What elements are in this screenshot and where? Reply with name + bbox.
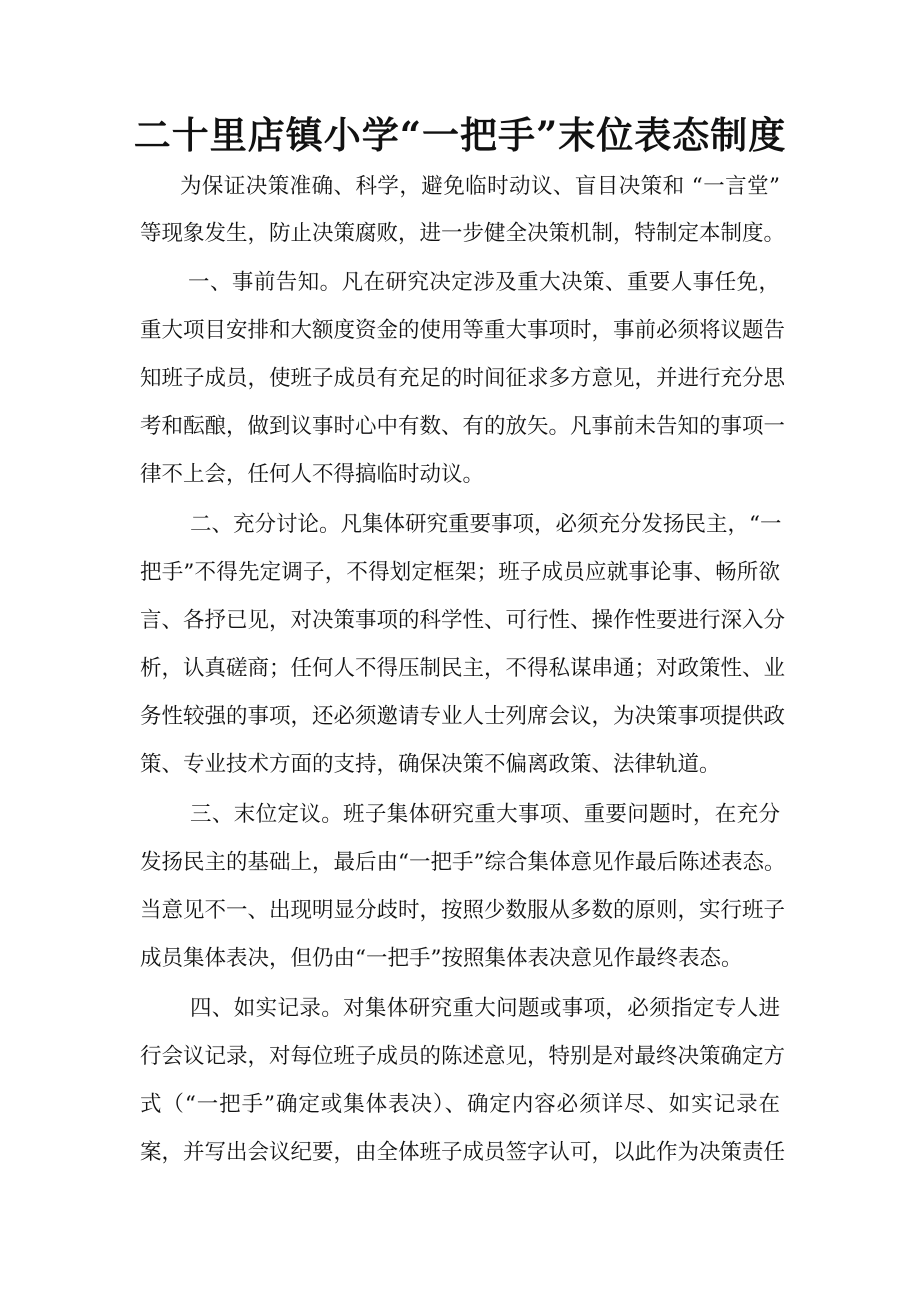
section3-line-2: 发扬民主的基础上，最后由“一把手”综合集体意见作最后陈述表态。 <box>140 850 786 875</box>
section2-line-6: 策、专业技术方面的支持，确保决策不偏离政策、法律轨道。 <box>140 752 721 777</box>
section1-line-3: 知班子成员，使班子成员有充足的时间征求多方意见，并进行充分思 <box>140 366 786 391</box>
section3-line-3: 当意见不一、出现明显分歧时，按照少数服从多数的原则，实行班子 <box>140 898 786 923</box>
section2-line-1: 二、充分讨论。凡集体研究重要事项，必须充分发扬民主，“一 <box>190 512 782 537</box>
section4-line-4: 案，并写出会议纪要，由全体班子成员签字认可，以此作为决策责任 <box>140 1140 786 1165</box>
section1-line-2: 重大项目安排和大额度资金的使用等重大事项时，事前必须将议题告 <box>140 318 786 343</box>
section2-line-4: 析，认真磋商；任何人不得压制民主，不得私谋串通；对政策性、业 <box>140 656 786 681</box>
section4-line-3: 式（“一把手”确定或集体表决）、确定内容必须详尽、如实记录在 <box>140 1092 780 1117</box>
intro-line-1: 为保证决策准确、科学，避免临时动议、盲目决策和 “一言堂” <box>180 174 780 199</box>
section2-line-5: 务性较强的事项，还必须邀请专业人士列席会议，为决策事项提供政 <box>140 704 786 729</box>
section2-line-2: 把手”不得先定调子，不得划定框架；班子成员应就事论事、畅所欲 <box>140 560 780 585</box>
section3-line-1: 三、末位定议。班子集体研究重大事项、重要问题时，在充分 <box>190 802 780 827</box>
section1-line-5: 律不上会，任何人不得搞临时动议。 <box>140 462 485 487</box>
section4-line-1: 四、如实记录。对集体研究重大问题或事项，必须指定专人进 <box>190 996 780 1021</box>
intro-line-2: 等现象发生，防止决策腐败，进一步健全决策机制，特制定本制度。 <box>140 221 786 246</box>
document-title: 二十里店镇小学“一把手”末位表态制度 <box>133 113 787 157</box>
section1-line-1: 一、事前告知。凡在研究决定涉及重大决策、重要人事任免， <box>188 270 780 295</box>
section2-line-3: 言、各抒已见，对决策事项的科学性、可行性、操作性要进行深入分 <box>140 608 786 633</box>
section4-line-2: 行会议记录，对每位班子成员的陈述意见，特别是对最终决策确定方 <box>140 1044 786 1069</box>
section1-line-4: 考和酝酿，做到议事时心中有数、有的放矢。凡事前未告知的事项一 <box>140 414 786 439</box>
section3-line-4: 成员集体表决，但仍由“一把手”按照集体表决意见作最终表态。 <box>140 946 743 971</box>
